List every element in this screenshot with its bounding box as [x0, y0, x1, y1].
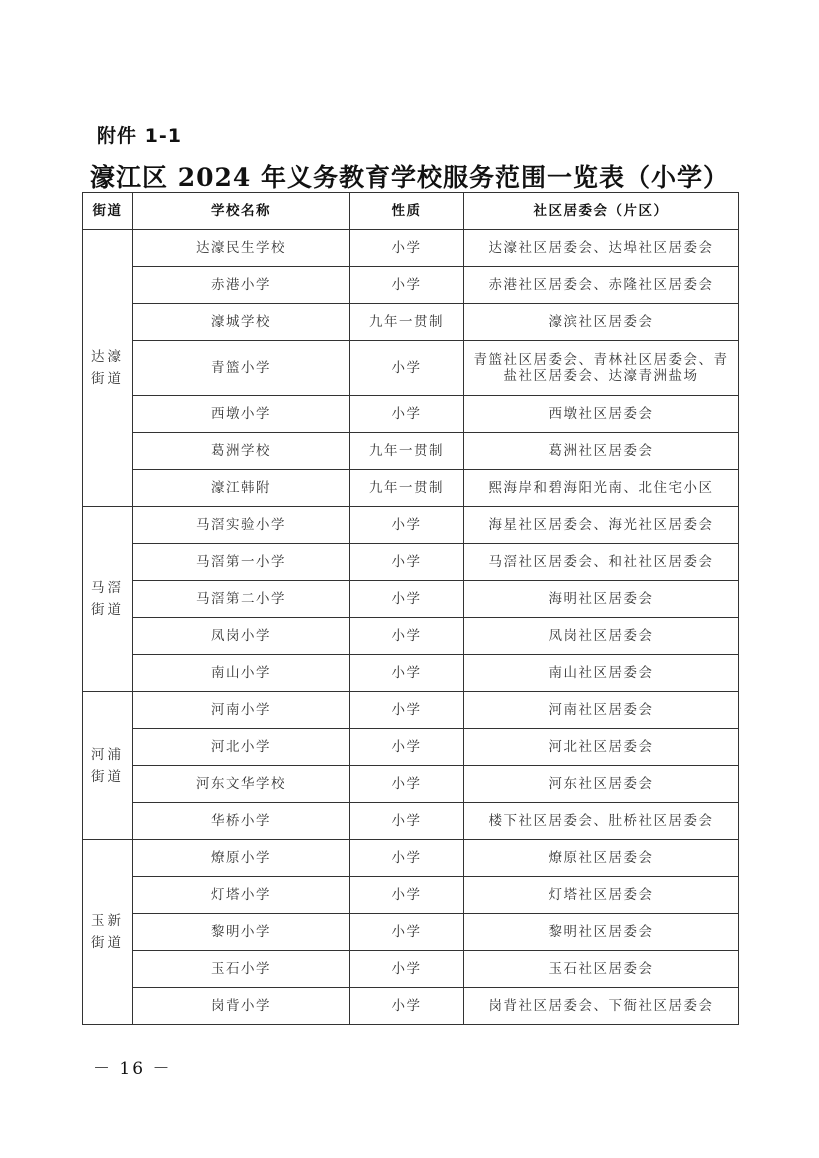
school-name-cell: 达濠民生学校	[133, 230, 350, 267]
table-row	[83, 581, 739, 618]
school-type-cell: 小学	[350, 507, 464, 544]
table-row	[83, 544, 739, 581]
community-cell: 玉石社区居委会	[464, 951, 739, 988]
table-row	[83, 914, 739, 951]
table-row	[83, 267, 739, 304]
document-title: 濠江区 2024 年义务教育学校服务范围一览表（小学）	[90, 163, 729, 192]
community-cell: 熙海岸和碧海阳光南、北住宅小区	[464, 470, 739, 507]
school-type-cell: 九年一贯制	[350, 304, 464, 341]
school-name-cell: 河东文华学校	[133, 766, 350, 803]
school-type-cell: 小学	[350, 951, 464, 988]
school-name-cell: 南山小学	[133, 655, 350, 692]
school-name-cell: 燎原小学	[133, 840, 350, 877]
header-school-name: 学校名称	[133, 193, 350, 230]
header-street: 街道	[83, 193, 133, 230]
school-type-cell: 小学	[350, 803, 464, 840]
community-cell: 楼下社区居委会、肚桥社区居委会	[464, 803, 739, 840]
school-type-cell: 小学	[350, 341, 464, 396]
table-row	[83, 433, 739, 470]
school-type-cell: 小学	[350, 544, 464, 581]
table-row	[83, 341, 739, 396]
school-name-cell: 马滘第一小学	[133, 544, 350, 581]
table-row	[83, 951, 739, 988]
school-name-cell: 赤港小学	[133, 267, 350, 304]
table-row	[83, 877, 739, 914]
school-type-cell: 小学	[350, 692, 464, 729]
school-name-cell: 西墩小学	[133, 396, 350, 433]
school-type-cell: 小学	[350, 988, 464, 1025]
school-type-cell: 小学	[350, 914, 464, 951]
table-row	[83, 396, 739, 433]
table-row	[83, 618, 739, 655]
table-row	[83, 840, 739, 877]
community-cell: 青篮社区居委会、青林社区居委会、青盐社区居委会、达濠青洲盐场	[464, 341, 739, 396]
table-row	[83, 803, 739, 840]
school-type-cell: 小学	[350, 618, 464, 655]
community-cell: 海星社区居委会、海光社区居委会	[464, 507, 739, 544]
school-name-cell: 马滘第二小学	[133, 581, 350, 618]
street-cell: 达濠街道	[83, 230, 133, 507]
school-name-cell: 葛洲学校	[133, 433, 350, 470]
table-row	[83, 230, 739, 267]
community-cell: 凤岗社区居委会	[464, 618, 739, 655]
page-number: － 16 －	[93, 1059, 172, 1079]
school-name-cell: 濠江韩附	[133, 470, 350, 507]
community-cell: 河北社区居委会	[464, 729, 739, 766]
community-cell: 黎明社区居委会	[464, 914, 739, 951]
school-type-cell: 小学	[350, 840, 464, 877]
community-cell: 河南社区居委会	[464, 692, 739, 729]
header-community: 社区居委会（片区）	[464, 193, 739, 230]
school-type-cell: 小学	[350, 581, 464, 618]
community-cell: 濠滨社区居委会	[464, 304, 739, 341]
community-cell: 海明社区居委会	[464, 581, 739, 618]
community-cell: 河东社区居委会	[464, 766, 739, 803]
school-type-cell: 小学	[350, 396, 464, 433]
service-area-table	[82, 192, 739, 1025]
community-cell: 灯塔社区居委会	[464, 877, 739, 914]
street-cell: 玉新街道	[83, 840, 133, 1025]
school-name-cell: 黎明小学	[133, 914, 350, 951]
school-name-cell: 马滘实验小学	[133, 507, 350, 544]
school-name-cell: 华桥小学	[133, 803, 350, 840]
community-cell: 达濠社区居委会、达埠社区居委会	[464, 230, 739, 267]
street-cell: 河浦街道	[83, 692, 133, 840]
school-type-cell: 九年一贯制	[350, 470, 464, 507]
table-row	[83, 692, 739, 729]
community-cell: 西墩社区居委会	[464, 396, 739, 433]
school-type-cell: 小学	[350, 877, 464, 914]
table-row	[83, 988, 739, 1025]
school-type-cell: 小学	[350, 655, 464, 692]
table-row	[83, 729, 739, 766]
street-cell: 马滘街道	[83, 507, 133, 692]
community-cell: 岗背社区居委会、下衙社区居委会	[464, 988, 739, 1025]
school-name-cell: 青篮小学	[133, 341, 350, 396]
school-type-cell: 九年一贯制	[350, 433, 464, 470]
table-row	[83, 470, 739, 507]
school-name-cell: 河北小学	[133, 729, 350, 766]
header-school-type: 性质	[350, 193, 464, 230]
community-cell: 马滘社区居委会、和社社区居委会	[464, 544, 739, 581]
school-type-cell: 小学	[350, 267, 464, 304]
table-header-row	[83, 193, 739, 230]
school-name-cell: 玉石小学	[133, 951, 350, 988]
school-name-cell: 濠城学校	[133, 304, 350, 341]
school-type-cell: 小学	[350, 766, 464, 803]
community-cell: 葛洲社区居委会	[464, 433, 739, 470]
table-row	[83, 507, 739, 544]
school-name-cell: 凤岗小学	[133, 618, 350, 655]
community-cell: 赤港社区居委会、赤隆社区居委会	[464, 267, 739, 304]
table-row	[83, 766, 739, 803]
school-type-cell: 小学	[350, 729, 464, 766]
community-cell: 南山社区居委会	[464, 655, 739, 692]
table-row	[83, 304, 739, 341]
annex-label: 附件 1-1	[97, 125, 182, 147]
school-name-cell: 河南小学	[133, 692, 350, 729]
table-row	[83, 655, 739, 692]
school-name-cell: 岗背小学	[133, 988, 350, 1025]
school-name-cell: 灯塔小学	[133, 877, 350, 914]
school-type-cell: 小学	[350, 230, 464, 267]
community-cell: 燎原社区居委会	[464, 840, 739, 877]
